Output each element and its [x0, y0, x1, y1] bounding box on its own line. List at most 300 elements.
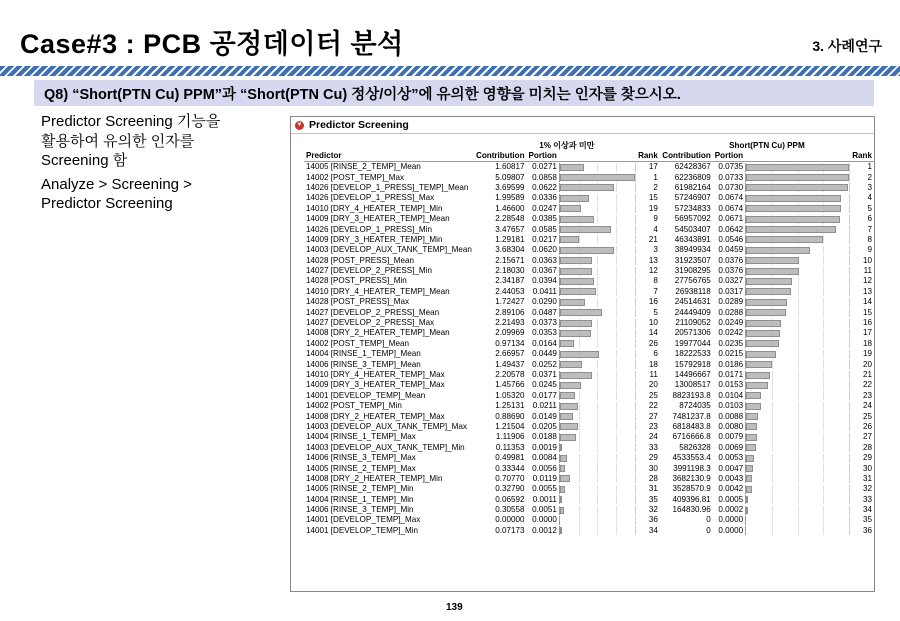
portion-bar-track — [559, 381, 636, 390]
portion-bar-fill — [746, 288, 790, 295]
bar-gridline — [597, 474, 598, 483]
col-header-rank[interactable]: Rank — [850, 151, 874, 162]
predictor-cell: 14002 [POST_TEMP]_Min — [306, 401, 402, 411]
portion-bar-fill — [746, 382, 767, 389]
predictor-cell: 14003 [DEVELOP_AUX_TANK_TEMP]_Mean — [306, 245, 472, 255]
table-row[interactable] — [304, 359, 874, 369]
rank-cell: 27 — [648, 411, 658, 421]
bar-gridline — [798, 381, 799, 390]
table-row[interactable] — [304, 287, 874, 297]
bar-gridline — [579, 443, 580, 452]
portion-cell: 0.0367 — [532, 266, 557, 276]
portion-bar — [559, 256, 636, 266]
portion-bar-track — [745, 433, 850, 442]
rank-cell: 1 — [867, 162, 872, 172]
table-row[interactable] — [304, 432, 874, 442]
portion-bar-track — [559, 235, 636, 244]
predictor-table-body — [304, 162, 874, 536]
portion-cell: 0.0153 — [718, 380, 744, 390]
rank-cell: 17 — [648, 162, 658, 172]
portion-bar-track — [745, 443, 850, 452]
col-header-portion[interactable]: Portion — [714, 151, 744, 161]
rank-cell: 21 — [862, 370, 872, 379]
portion-bar-track — [559, 474, 636, 483]
bar-gridline — [823, 433, 824, 442]
portion-bar-track — [559, 412, 636, 421]
bar-gridline — [823, 402, 824, 411]
rank-cell: 7 — [653, 286, 658, 296]
table-row[interactable] — [304, 370, 874, 380]
bar-gridline — [798, 412, 799, 421]
portion-bar — [559, 484, 636, 494]
portion-bar-fill — [560, 423, 578, 430]
predictor-cell: 14003 [DEVELOP_AUX_TANK_TEMP]_Min — [306, 442, 465, 452]
menu-path-line: Predictor Screening — [41, 195, 173, 212]
rank-cell: 8 — [653, 276, 658, 286]
table-row[interactable] — [304, 328, 874, 338]
portion-bar — [559, 432, 636, 442]
portion-cell: 0.0088 — [718, 411, 744, 421]
predictor-cell: 14001 [DEVELOP_TEMP]_Min — [306, 525, 419, 535]
portion-bar-track — [745, 225, 850, 234]
bar-gridline — [597, 485, 598, 494]
portion-bar — [745, 235, 850, 245]
portion-bar — [559, 297, 636, 307]
bar-gridline — [616, 402, 617, 411]
portion-bar — [745, 297, 850, 307]
bar-gridline — [798, 329, 799, 338]
table-row[interactable] — [304, 474, 874, 484]
portion-bar — [745, 484, 850, 494]
portion-bar-track — [745, 235, 850, 244]
predictor-cell: 14001 [DEVELOP_TEMP]_Max — [306, 515, 421, 525]
bar-gridline — [616, 267, 617, 276]
portion-cell: 0.0376 — [718, 266, 744, 276]
contribution-cell: 8823193.8 — [672, 390, 711, 400]
bar-gridline — [823, 339, 824, 348]
rank-cell: 32 — [648, 505, 658, 515]
bar-gridline — [823, 308, 824, 317]
bar-gridline — [823, 350, 824, 359]
portion-bar — [559, 495, 636, 505]
portion-cell: 0.0449 — [532, 349, 557, 359]
portion-bar — [745, 526, 850, 536]
table-row[interactable] — [304, 380, 874, 390]
portion-cell: 0.0289 — [718, 297, 744, 307]
bar-gridline — [823, 360, 824, 369]
rank-cell: 22 — [862, 380, 872, 390]
portion-cell: 0.0327 — [718, 276, 744, 286]
bar-gridline — [597, 412, 598, 421]
contribution-cell: 57234833 — [674, 203, 711, 213]
portion-bar-track — [745, 350, 850, 359]
portion-bar — [745, 391, 850, 401]
portion-cell: 0.0371 — [532, 370, 557, 379]
portion-cell: 0.0459 — [718, 245, 744, 255]
contribution-cell: 6818483.8 — [672, 421, 711, 431]
portion-bar-track — [745, 319, 850, 328]
portion-bar — [745, 276, 850, 286]
portion-bar-fill — [560, 434, 576, 441]
bar-gridline — [597, 371, 598, 380]
portion-bar-fill — [560, 320, 593, 327]
disclosure-triangle-icon[interactable]: ▼ — [296, 122, 303, 128]
bar-gridline — [798, 516, 799, 525]
portion-cell: 0.0622 — [532, 182, 557, 192]
portion-bar — [559, 474, 636, 484]
contribution-cell: 18222533 — [674, 349, 711, 359]
portion-bar-track — [745, 422, 850, 431]
predictor-cell: 14027 [DEVELOP_2_PRESS]_Mean — [306, 307, 440, 317]
portion-bar-fill — [560, 216, 594, 223]
portion-bar-fill — [560, 455, 567, 462]
table-row[interactable] — [304, 245, 874, 255]
table-row[interactable] — [304, 453, 874, 463]
portion-bar-track — [559, 433, 636, 442]
bar-gridline — [798, 371, 799, 380]
bar-gridline — [597, 235, 598, 244]
rank-cell: 14 — [648, 328, 658, 338]
contribution-cell: 164830.96 — [672, 505, 711, 515]
portion-bar-track — [559, 163, 636, 172]
table-row[interactable] — [304, 495, 874, 505]
portion-bar-fill — [560, 268, 592, 275]
table-row[interactable] — [304, 349, 874, 359]
portion-bar-track — [559, 225, 636, 234]
contribution-cell: 26938118 — [675, 286, 711, 296]
portion-bar-fill — [560, 465, 565, 472]
table-row[interactable] — [304, 411, 874, 421]
predictor-screening-panel — [290, 116, 875, 592]
rank-cell: 9 — [653, 214, 658, 224]
portion-bar-fill — [746, 320, 781, 327]
portion-bar-fill — [746, 164, 849, 171]
portion-bar-track — [745, 381, 850, 390]
portion-bar-fill — [746, 475, 752, 482]
portion-cell: 0.0051 — [532, 505, 557, 515]
bar-gridline — [616, 194, 617, 203]
portion-bar — [745, 359, 850, 369]
portion-cell: 0.0585 — [532, 224, 557, 234]
portion-bar-fill — [746, 205, 840, 212]
contribution-cell: 3991198.3 — [673, 463, 711, 473]
contribution-cell: 38949934 — [674, 245, 711, 255]
bar-gridline — [597, 194, 598, 203]
bar-gridline — [798, 474, 799, 483]
portion-bar-track — [745, 526, 850, 535]
table-row[interactable] — [304, 391, 874, 401]
rank-cell: 27 — [862, 432, 872, 442]
col-header-predictor[interactable]: Predictor — [304, 151, 474, 162]
table-row[interactable] — [304, 172, 874, 182]
predictor-cell: 14008 [DRY_2_HEATER_TEMP]_Min — [306, 473, 443, 483]
contribution-cell: 0.06592 — [495, 494, 525, 504]
contribution-cell: 0.49981 — [495, 453, 525, 463]
instruction-paragraph-1 — [41, 112, 281, 171]
portion-bar — [745, 328, 850, 338]
bar-gridline — [823, 246, 824, 255]
portion-cell: 0.0671 — [718, 214, 744, 224]
portion-bar-fill — [560, 236, 579, 243]
bar-gridline — [823, 485, 824, 494]
table-row[interactable] — [304, 422, 874, 432]
portion-bar-fill — [560, 288, 596, 295]
contribution-cell: 3528570.9 — [672, 484, 711, 494]
portion-bar-fill — [560, 174, 635, 181]
table-row[interactable] — [304, 526, 874, 536]
col-header-contribution[interactable]: Contribution — [474, 151, 527, 162]
bar-gridline — [616, 235, 617, 244]
bar-gridline — [597, 267, 598, 276]
portion-bar-fill — [746, 195, 840, 202]
panel-header[interactable] — [291, 117, 874, 134]
bar-gridline — [823, 329, 824, 338]
table-row[interactable] — [304, 214, 874, 224]
portion-cell: 0.0164 — [532, 338, 557, 348]
contribution-cell: 31908295 — [674, 266, 711, 276]
portion-bar — [559, 463, 636, 473]
portion-bar-fill — [746, 278, 792, 285]
bar-gridline — [798, 495, 799, 504]
predictor-cell: 14006 [RINSE_3_TEMP]_Max — [306, 453, 416, 463]
bar-gridline — [579, 474, 580, 483]
rank-cell: 6 — [867, 214, 872, 224]
contribution-cell: 21109052 — [675, 318, 711, 328]
contribution-cell: 54503407 — [674, 224, 711, 234]
bar-gridline — [616, 277, 617, 286]
bar-gridline — [597, 329, 598, 338]
portion-bar-fill — [560, 444, 562, 451]
table-row[interactable] — [304, 162, 874, 173]
portion-cell: 0.0858 — [532, 172, 557, 182]
portion-bar — [745, 380, 850, 390]
contribution-cell: 1.21504 — [495, 421, 525, 431]
predictor-cell: 14004 [RINSE_1_TEMP]_Min — [306, 494, 414, 504]
table-row[interactable] — [304, 484, 874, 494]
portion-bar-fill — [746, 361, 772, 368]
portion-bar-fill — [560, 382, 581, 389]
bar-gridline — [772, 485, 773, 494]
table-row[interactable] — [304, 401, 874, 411]
rank-cell: 35 — [648, 494, 658, 504]
rank-cell: 33 — [862, 494, 872, 504]
rank-cell: 10 — [862, 255, 872, 265]
bar-gridline — [616, 485, 617, 494]
predictor-cell: 14003 [DEVELOP_AUX_TANK_TEMP]_Max — [306, 421, 467, 431]
portion-bar-track — [559, 464, 636, 473]
portion-bar-fill — [560, 257, 592, 264]
portion-bar-fill — [746, 413, 758, 420]
predictor-cell: 14004 [RINSE_1_TEMP]_Max — [306, 432, 416, 442]
portion-bar — [745, 193, 850, 203]
table-row[interactable] — [304, 515, 874, 525]
portion-bar — [745, 183, 850, 193]
predictor-cell: 14006 [RINSE_3_TEMP]_Min — [306, 505, 414, 515]
portion-cell: 0.0080 — [718, 421, 744, 431]
bar-gridline — [823, 443, 824, 452]
portion-bar — [745, 474, 850, 484]
rank-cell: 25 — [648, 390, 658, 400]
portion-bar-track — [745, 464, 850, 473]
predictor-cell: 14002 [POST_TEMP]_Max — [306, 172, 405, 182]
portion-cell: 0.0084 — [532, 453, 557, 463]
portion-bar — [745, 349, 850, 359]
portion-cell: 0.0249 — [718, 318, 744, 328]
table-row[interactable] — [304, 183, 874, 193]
portion-bar-fill — [560, 247, 614, 254]
portion-bar — [559, 328, 636, 338]
table-row[interactable] — [304, 443, 874, 453]
bar-gridline — [597, 402, 598, 411]
rank-cell: 9 — [867, 245, 872, 255]
portion-bar-track — [559, 339, 636, 348]
bar-gridline — [823, 506, 824, 515]
bar-gridline — [798, 433, 799, 442]
portion-bar-track — [559, 371, 636, 380]
table-row[interactable] — [304, 339, 874, 349]
contribution-cell: 20571306 — [674, 328, 711, 338]
portion-cell: 0.0171 — [718, 370, 744, 379]
table-row[interactable] — [304, 276, 874, 286]
portion-bar-track — [745, 339, 850, 348]
portion-cell: 0.0385 — [532, 214, 557, 224]
portion-bar — [559, 370, 636, 380]
rank-cell: 32 — [862, 484, 872, 494]
portion-cell: 0.0336 — [532, 193, 557, 203]
bar-gridline — [798, 454, 799, 463]
portion-cell: 0.0247 — [532, 203, 557, 213]
portion-bar — [559, 380, 636, 390]
portion-cell: 0.0242 — [718, 328, 744, 338]
predictor-cell: 14026 [DEVELOP_1_PRESS]_Max — [306, 193, 435, 203]
contribution-cell: 8724035 — [679, 401, 711, 411]
portion-bar — [745, 318, 850, 328]
bar-gridline — [772, 495, 773, 504]
predictor-cell: 14005 [RINSE_2_TEMP]_Min — [306, 484, 414, 494]
instruction-line: Predictor Screening 기능을 — [41, 113, 221, 130]
portion-bar — [745, 339, 850, 349]
portion-bar-track — [559, 443, 636, 452]
predictor-cell: 14008 [DRY_2_HEATER_TEMP]_Mean — [306, 328, 450, 338]
rank-cell: 5 — [653, 307, 658, 317]
portion-cell: 0.0620 — [532, 245, 557, 255]
bar-gridline — [597, 256, 598, 265]
portion-bar — [745, 495, 850, 505]
portion-bar-track — [559, 422, 636, 431]
portion-cell: 0.0149 — [532, 411, 557, 421]
portion-bar-track — [745, 308, 850, 317]
portion-bar-fill — [746, 423, 757, 430]
bar-gridline — [597, 454, 598, 463]
table-row[interactable] — [304, 266, 874, 276]
portion-bar — [745, 370, 850, 380]
portion-bar — [745, 266, 850, 276]
contribution-cell: 3.68304 — [495, 245, 525, 255]
table-row[interactable] — [304, 256, 874, 266]
portion-bar-track — [559, 391, 636, 400]
contribution-cell: 3.47657 — [495, 224, 525, 234]
bar-gridline — [823, 422, 824, 431]
group1-title: 1% 이상과 미만 — [539, 141, 595, 151]
portion-bar-track — [745, 506, 850, 515]
portion-cell: 0.0103 — [718, 401, 744, 411]
portion-bar-fill — [560, 496, 562, 503]
table-row[interactable] — [304, 463, 874, 473]
table-row[interactable] — [304, 318, 874, 328]
bar-gridline — [823, 319, 824, 328]
contribution-cell: 62236809 — [674, 172, 711, 182]
contribution-cell: 56957092 — [674, 214, 711, 224]
col-header-contribution[interactable]: Contribution — [660, 151, 713, 162]
bar-gridline — [579, 526, 580, 535]
predictor-cell: 14028 [POST_PRESS]_Mean — [306, 255, 414, 265]
table-row[interactable] — [304, 505, 874, 515]
instruction-paragraph-2 — [41, 175, 281, 214]
contribution-cell: 24449409 — [674, 307, 711, 317]
rank-cell: 5 — [867, 203, 872, 213]
bar-gridline — [616, 495, 617, 504]
bar-gridline — [579, 454, 580, 463]
table-row[interactable] — [304, 235, 874, 245]
bar-gridline — [616, 256, 617, 265]
bar-gridline — [597, 215, 598, 224]
portion-bar-track — [559, 526, 636, 535]
portion-cell: 0.0000 — [718, 525, 744, 535]
contribution-cell: 0.88690 — [495, 411, 525, 421]
predictor-cell: 14028 [POST_PRESS]_Max — [306, 297, 410, 307]
portion-bar — [559, 515, 636, 525]
bar-gridline — [616, 225, 617, 234]
section-label: 3. 사례연구 — [812, 38, 882, 54]
bar-gridline — [616, 360, 617, 369]
col-header-portion[interactable]: Portion — [528, 151, 557, 161]
rank-cell: 22 — [648, 401, 658, 411]
portion-bar — [745, 463, 850, 473]
portion-bar-fill — [746, 486, 752, 493]
portion-bar-fill — [560, 361, 582, 368]
bar-gridline — [772, 474, 773, 483]
table-row[interactable] — [304, 297, 874, 307]
contribution-cell: 61982164 — [674, 182, 711, 192]
contribution-cell: 3682130.9 — [672, 473, 711, 483]
predictor-cell: 14005 [RINSE_2_TEMP]_Max — [306, 463, 416, 473]
portion-bar-track — [745, 412, 850, 421]
col-header-rank[interactable]: Rank — [636, 151, 660, 162]
portion-cell: 0.0211 — [532, 401, 557, 411]
contribution-cell: 1.25131 — [495, 401, 525, 411]
table-row[interactable] — [304, 224, 874, 234]
portion-bar — [745, 515, 850, 525]
rank-cell: 34 — [862, 505, 872, 515]
portion-bar-track — [745, 360, 850, 369]
rank-cell: 18 — [648, 359, 658, 369]
portion-bar-fill — [746, 247, 810, 254]
portion-cell: 0.0411 — [532, 286, 557, 296]
portion-bar — [559, 526, 636, 536]
portion-bar — [745, 245, 850, 255]
rank-cell: 2 — [867, 172, 872, 182]
portion-bar-fill — [746, 309, 786, 316]
table-row[interactable] — [304, 193, 874, 203]
bar-gridline — [616, 298, 617, 307]
portion-bar — [559, 318, 636, 328]
table-row[interactable] — [304, 307, 874, 317]
table-row[interactable] — [304, 204, 874, 214]
bar-gridline — [616, 215, 617, 224]
portion-bar-track — [559, 319, 636, 328]
contribution-cell: 5826328 — [679, 442, 711, 452]
bar-gridline — [597, 287, 598, 296]
